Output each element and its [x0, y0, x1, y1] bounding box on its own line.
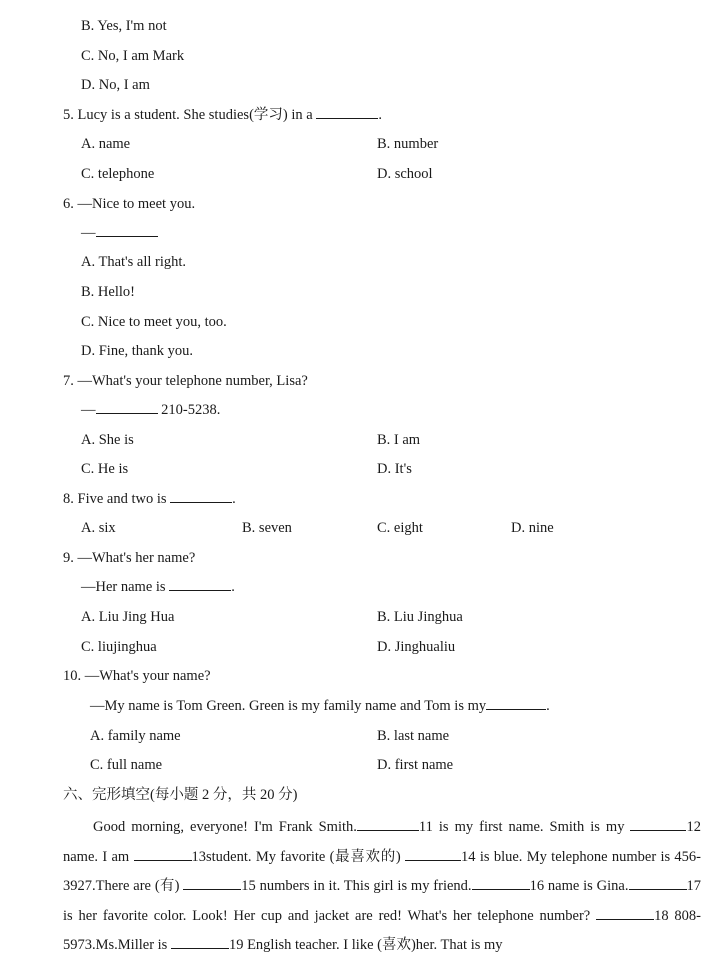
q7-stem: 7. —What's your telephone number, Lisa? [63, 373, 308, 389]
q9-reply-end: . [231, 579, 235, 595]
answer-blank [486, 697, 546, 710]
q5-option-d: D. school [377, 166, 433, 182]
passage-text: 15 numbers in it. This girl is my friend. [241, 878, 472, 895]
q5-stem-end: . [378, 107, 382, 123]
passage-text: 16 name is Gina. [529, 878, 629, 895]
q10-reply [90, 697, 550, 715]
answer-blank [472, 876, 530, 890]
answer-blank [183, 876, 241, 890]
q8-option-d: D. nine [511, 520, 554, 536]
q10-reply-end: . [546, 698, 550, 714]
q6-reply-dash: — [81, 225, 96, 241]
q7-reply-text: 210-5238. [157, 402, 221, 418]
q5-option-a: A. name [81, 136, 131, 152]
passage-text: 14 is blue. My telephone number is 456-3927.There are (有) [63, 848, 702, 895]
q5-stem-text: 5. Lucy is a student. She studies(学习) in a [63, 107, 317, 123]
answer-blank [357, 817, 419, 831]
answer-blank [171, 935, 229, 949]
answer-blank [316, 106, 378, 119]
passage-text: 12 name. I am [63, 819, 701, 865]
passage-text: 17 is her favorite color. Look! Her cup and jacket are red! What's her telephone number? [63, 878, 701, 924]
q7-reply-dash: — [81, 402, 96, 418]
q6-reply [81, 224, 158, 242]
answer-blank [96, 401, 158, 414]
q7-option-a: A. She is [81, 432, 134, 448]
q10-stem: 10. —What's your name? [63, 668, 211, 684]
q4-option-b: B. Yes, I'm not [81, 18, 167, 34]
q9-option-c: C. liujinghua [81, 639, 157, 655]
q10-option-b: B. last name [377, 728, 450, 744]
q9-option-a: A. Liu Jing Hua [81, 609, 175, 625]
cloze-passage [63, 813, 701, 961]
q5-option-c: C. telephone [81, 166, 155, 182]
passage-text: Good morning, everyone! I'm Frank Smith. [93, 819, 357, 835]
q9-reply [81, 578, 235, 596]
passage-text: 19 English teacher. I like (喜欢)her. That is my [228, 937, 503, 954]
q6-option-a: A. That's all right. [81, 254, 187, 270]
q8-option-b: B. seven [242, 520, 292, 536]
q9-stem: 9. —What's her name? [63, 550, 196, 566]
q6-stem: 6. —Nice to meet you. [63, 196, 196, 212]
q8-option-c: C. eight [377, 520, 423, 536]
q4-option-d: D. No, I am [81, 77, 150, 93]
q7-option-d: D. It's [377, 461, 412, 477]
q8-option-a: A. six [81, 520, 116, 536]
q6-option-c: C. Nice to meet you, too. [81, 314, 227, 330]
q6-option-d: D. Fine, thank you. [81, 343, 193, 359]
q10-option-d: D. first name [377, 757, 454, 773]
passage-text: 13student. My favorite (最喜欢的) [191, 848, 406, 865]
answer-blank [169, 578, 231, 591]
q6-option-b: B. Hello! [81, 284, 135, 300]
q10-option-c: C. full name [90, 757, 163, 773]
q4-option-c: C. No, I am Mark [81, 48, 185, 64]
answer-blank [405, 847, 461, 861]
passage-text: 18 808-5973.Ms.Miller is [63, 907, 701, 954]
answer-blank [596, 906, 654, 920]
q10-reply-text: —My name is Tom Green. Green is my family name and Tom is my [90, 698, 487, 714]
answer-blank [96, 224, 158, 237]
passage-text: 11 is my first name. Smith is my [418, 819, 631, 835]
answer-blank [170, 490, 232, 503]
answer-blank [629, 876, 687, 890]
q5-stem [63, 106, 382, 124]
answer-blank [134, 847, 192, 861]
q8-stem-end: . [232, 491, 236, 507]
q8-stem-text: 8. Five and two is [63, 491, 171, 507]
section-heading: 六、完形填空(每小题 2 分，共 20 分) [63, 787, 298, 803]
q9-option-d: D. Jinghualiu [377, 639, 456, 655]
q5-option-b: B. number [377, 136, 439, 152]
q10-option-a: A. family name [90, 728, 181, 744]
q8-stem [63, 490, 236, 508]
answer-blank [630, 817, 686, 831]
q7-option-b: B. I am [377, 432, 421, 448]
q9-option-b: B. Liu Jinghua [377, 609, 463, 625]
q7-reply [81, 401, 220, 419]
q9-reply-text: —Her name is [81, 579, 170, 595]
q7-option-c: C. He is [81, 461, 129, 477]
